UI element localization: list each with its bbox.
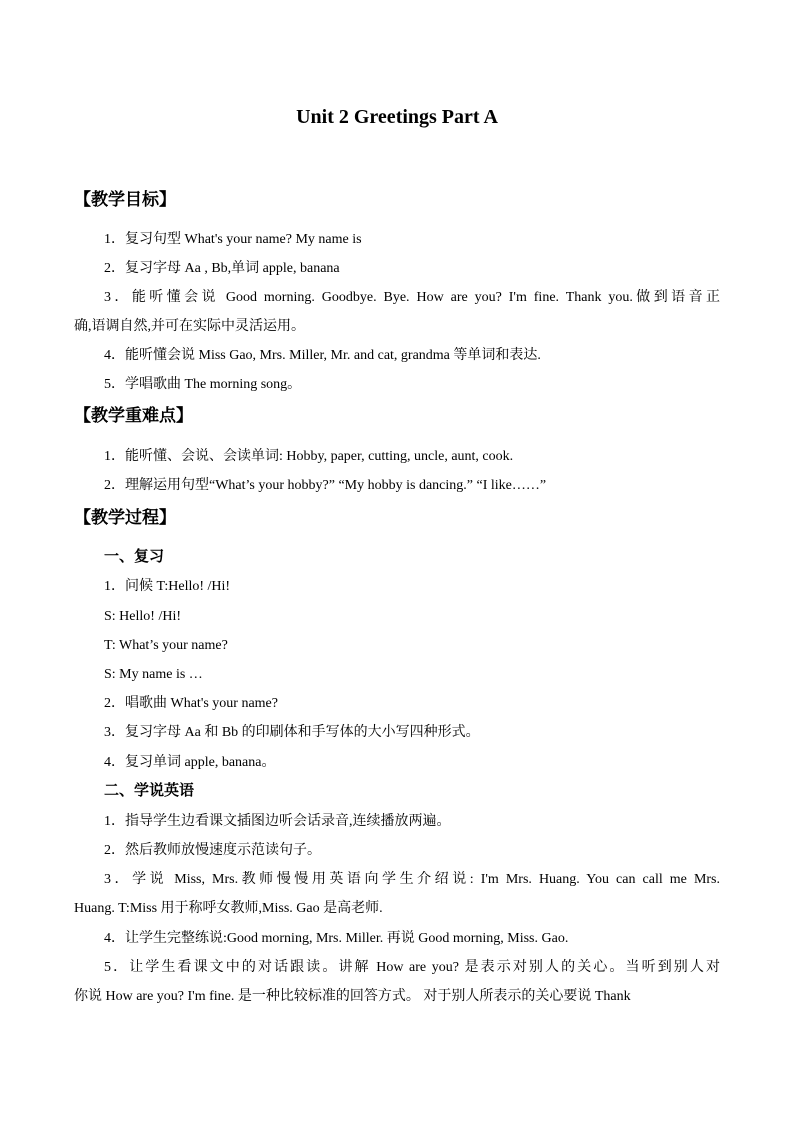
review-line-4: S: My name is … <box>104 667 203 682</box>
objective-line-1: 1．复习句型 What's your name? My name is <box>104 232 362 247</box>
objective-line-3-cont: 确,语调自然,并可在实际中灵活运用。 <box>74 319 305 334</box>
learn-line-3-cont: Huang. T:Miss 用于称呼女教师,Miss. Gao 是高老师. <box>74 901 383 916</box>
learn-english-subheading: 二、学说英语 <box>104 783 195 799</box>
objective-line-5: 5．学唱歌曲 The morning song。 <box>104 377 302 392</box>
review-line-2: S: Hello! /Hi! <box>104 609 181 624</box>
review-line-7: 4．复习单词 apple, banana。 <box>104 755 276 770</box>
learn-line-5-cont: 你说 How are you? I'm fine. 是一种比较标准的回答方式。 对于别人所表示的关心要说 Thank <box>74 989 631 1004</box>
learn-line-2: 2．然后教师放慢速度示范读句子。 <box>104 843 321 858</box>
review-line-3: T: What’s your name? <box>104 638 228 653</box>
objectives-heading: 【教学目标】 <box>74 190 176 209</box>
page-title: Unit 2 Greetings Part A <box>296 106 498 128</box>
review-subheading: 一、复习 <box>104 549 165 565</box>
learn-line-4: 4．让学生完整练说:Good morning, Mrs. Miller. 再说 Good morning, Miss. Gao. <box>104 931 569 946</box>
objective-line-4: 4．能听懂会说 Miss Gao, Mrs. Miller, Mr. and cat, grandma 等单词和表达. <box>104 348 541 363</box>
key-point-line-2: 2．理解运用句型“What’s your hobby?” “My hobby is dancing.” “I like……” <box>104 478 547 493</box>
learn-line-1: 1．指导学生边看课文插图边听会话录音,连续播放两遍。 <box>104 814 451 829</box>
learn-line-5: 5．让学生看课文中的对话跟读。讲解 How are you? 是表示对别人的关心。当听到别人对 <box>104 960 720 975</box>
review-line-1: 1．问候 T:Hello! /Hi! <box>104 579 231 594</box>
key-points-heading: 【教学重难点】 <box>74 406 193 425</box>
learn-line-3: 3．学说 Miss, Mrs.教师慢慢用英语向学生介绍说: I'm Mrs. Huang. You can call me Mrs. <box>104 872 720 887</box>
objective-line-2: 2．复习字母 Aa , Bb,单词 apple, banana <box>104 261 340 276</box>
review-line-6: 3．复习字母 Aa 和 Bb 的印刷体和手写体的大小写四种形式。 <box>104 725 480 740</box>
objective-line-3: 3．能听懂会说 Good morning. Goodbye. Bye. How are you? I'm fine. Thank you.做到语音正 <box>104 290 720 305</box>
key-point-line-1: 1．能听懂、会说、会读单词: Hobby, paper, cutting, uncle, aunt, cook. <box>104 449 514 464</box>
review-line-5: 2．唱歌曲 What's your name? <box>104 696 278 711</box>
process-heading: 【教学过程】 <box>74 508 176 527</box>
